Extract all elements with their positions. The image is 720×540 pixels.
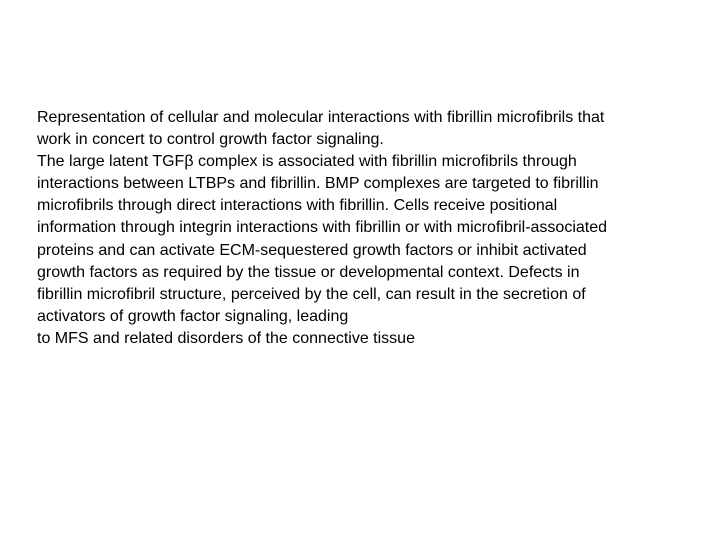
caption-line-1: Representation of cellular and molecular interactions with fibrillin microfibrils that — [37, 109, 605, 126]
caption-line-6: information through integrin interactions with fibrillin or with microfibril-associated — [37, 219, 608, 237]
caption-line-3: The large latent TGFβ complex is associated with fibrillin microfibrils through — [37, 153, 577, 171]
caption-line-7: proteins and can activate ECM-sequestered growth factors or inhibit activated — [37, 241, 587, 259]
caption-line-5: microfibrils through direct interactions with fibrillin. Cells receive positional — [37, 197, 558, 215]
caption-line-11: to MFS and related disorders of the connective tissue — [37, 329, 415, 347]
caption-line-2: work in concert to control growth factor signaling. — [37, 131, 384, 149]
caption-line-8: growth factors as required by the tissue or developmental context. Defects in — [37, 263, 580, 281]
caption-line-4: interactions between LTBPs and fibrillin. BMP complexes are targeted to fibrillin — [37, 175, 599, 193]
caption-line-9: fibrillin microfibril structure, perceived by the cell, can result in the secretion of — [37, 285, 586, 303]
caption-line-10: activators of growth factor signaling, leading — [37, 307, 349, 325]
caption-text — [37, 107, 697, 350]
